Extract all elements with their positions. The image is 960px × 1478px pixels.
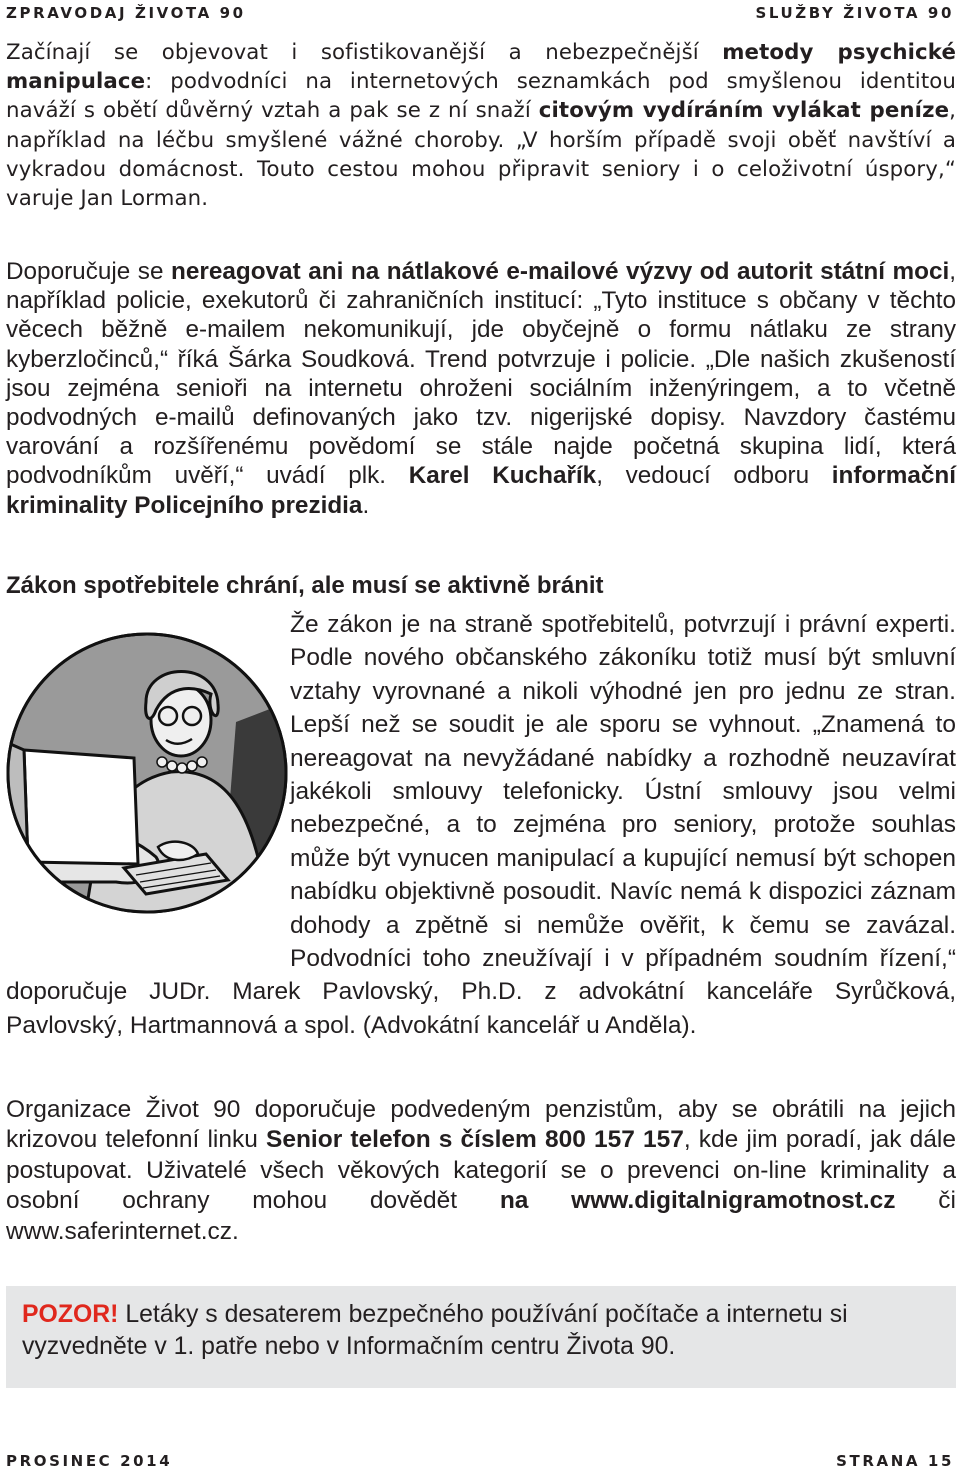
rec-text-1: Doporučuje se	[6, 258, 172, 285]
running-header	[6, 4, 954, 26]
rec-text-2: , například policie, exekutorů či zahraničních institucí: „Tyto instituce s občany v těchto věcech běžně e-mailem nekomunikují, jde obyčejně o formu nátlaku ze strany kyberzločinců,“ říká Šárka Soudková. Trend potvrzuje i policie. „Dle našich zkušeností jsou zejména senioři na internetu ohroženi sociálním inženýringem, a to včetně podvodných e-mailů definovaných jako tzv. nigerijské dopisy. Navzdory častému varování a rozšířenému povědomí se stále najde početná skupina lidí, která podvodníkům uvěří,“ uvádí plk.	[6, 258, 956, 490]
rec-text-3: , vedoucí odboru	[596, 462, 832, 490]
header-left: ZPRAVODAJ ŽIVOTA 90	[6, 4, 246, 22]
rec-bold-3: informační kriminality Policejního prezidia	[6, 462, 956, 519]
warning-label: POZOR!	[22, 1301, 119, 1328]
intro-text-1: Začínají se objevovat i sofistikovanější a nebezpečnější	[6, 40, 723, 65]
footer-page-number: STRANA 15	[836, 1452, 954, 1470]
warning-text: Letáky s desaterem bezpečného používání počítače a internetu si vyzvedněte v 1. patře nebo v Informačním centru Života 90.	[22, 1301, 848, 1360]
org-text-1: Organizace Život 90 doporučuje podvedeným penzistům, aby se obrátili na jejich krizovou telefonní linku	[6, 1096, 956, 1154]
intro-text-3: , například na léčbu smyšlené vážné choroby. „V horším případě svoji oběť navštíví a vykradou domácnost. Touto cestou mohou připravit seniory i o celoživotní úspory,“ varuje Jan Lorman.	[6, 98, 956, 212]
org-bold-web: na www.digitalnigramotnost.cz	[499, 1187, 896, 1215]
organization-paragraph	[6, 1095, 956, 1247]
org-text-2: , kde jim poradí, jak dále postupovat. Uživatelé všech věkových kategorií se o prevenci on-line kriminality a osobní ochrany mohou dovědět	[6, 1126, 956, 1215]
rec-text-4: .	[362, 491, 370, 519]
illustration-float-space	[6, 608, 290, 948]
warning-box	[6, 1286, 956, 1388]
rec-bold-2: Karel Kuchařík	[408, 462, 597, 490]
intro-text-2: : podvodníci na internetových seznamkách pod smyšlenou identitou naváží s obětí důvěrný vztah a pak se z ní snaží	[6, 69, 956, 124]
header-right: SLUŽBY ŽIVOTA 90	[755, 4, 954, 22]
org-text-3: či www.saferinternet.cz.	[6, 1187, 957, 1245]
org-bold-phone: Senior telefon s číslem 800 157 157	[266, 1126, 684, 1154]
intro-bold-1: metody psychické manipulace	[6, 40, 957, 95]
running-footer	[6, 1452, 954, 1474]
rec-bold-1: nereagovat ani na nátlakové e-mailové výzvy od autorit státní moci	[171, 258, 950, 285]
section-heading: Zákon spotřebitele chrání, ale musí se aktivně bránit	[6, 572, 604, 599]
recommendation-paragraph	[6, 257, 956, 520]
intro-bold-2: citovým vydíráním vylákat peníze	[538, 98, 950, 124]
law-text: Že zákon je na straně spotřebitelů, potvrzují i právní experti. Podle nového občanského zákoníku totiž musí být smluvní vztahy vyrovnané a nikoli výhodné jen pro jednu ze stran. Lepší než se soudit je ale sporu se vyhnout. „Znamená to nereagovat na nevyžádané nabídky a rozhodně neuzavírat jakékoli smlouvy telefonicky. Ústní smlouvy jsou velmi nebezpečné, a to zejména pro seniory, protože souhlas může být vynucen manipulací a kupující nemusí být schopen nabídku objektivně posoudit. Navíc nemá k dispozici záznam dohody a zpětně si nemůže ověřit, k čemu se zavázal. Podvodníci toho zneužívají i v případném soudním řízení,“ doporučuje JUDr. Marek Pavlovský, Ph.D. z advokátní kanceláře Syrůčková, Pavlovský, Hartmannová a spol. (Advokátní kancelář u Anděla).	[6, 611, 956, 1039]
intro-paragraph	[6, 38, 956, 213]
footer-date: PROSINEC 2014	[6, 1452, 173, 1470]
law-paragraph	[6, 608, 956, 1042]
